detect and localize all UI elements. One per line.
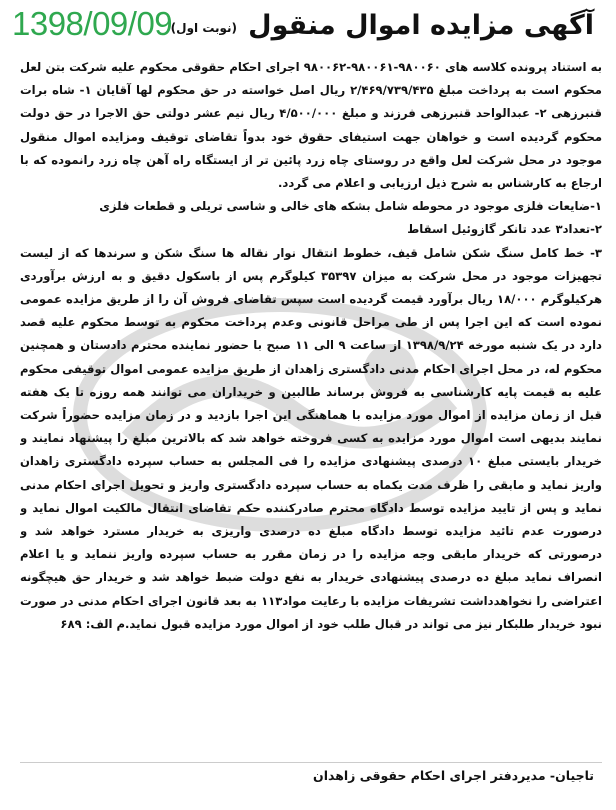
notice-body [20,56,602,756]
notice-round: (نوبت اول) [170,21,238,35]
notice-item-3: ۳- خط کامل سنگ شکن شامل قیف، خطوط انتقال نوار نقاله ها سنگ شکن و سرندها که از لیست تجهیزات موجود در محل شرکت به میزان ۳۵۳۹۷ کیلوگرم پس از باسکول دقیق و به ارزش برآوردی هرکیلوگرم ۱۸/۰۰۰ ریال برآورد قیمت گردیده است سپس تقاضای فروش آن را از طریق مزایده عمومی نموده است که این اجرا پس از طی مراحل قانونی وعدم پرداخت محکوم به توسط محکوم علیه قصد دارد در یک شنبه مورخه ۱۳۹۸/۹/۲۴ از ساعت ۹ الی ۱۱ صبح با حضور نماینده محترم دادستان و همچنین محکوم له، در محل اجرای احکام مدنی دادگستری زاهدان از طریق مزایده عمومی اموال توقیفی محکوم علیه به قیمت پایه کارشناسی به فروش برساند طالبین و خریداران می توانند همه روزه تا یک هفته قبل از زمان مزایده از اموال مورد مزایده با هماهنگی این اجرا بازدید و در زمان مزایده حضوراً شرکت نمایند بدیهی است اموال مورد مزایده به کسی فروخته خواهد شد که بالاترین مبلغ را پیشنهاد نمایند و خریدار بایستی مبلغ ۱۰ درصدی پیشنهادی مزایده را فی المجلس به حساب سپرده دادگستری زاهدان واریز نماید و مابقی را ظرف مدت یکماه به حساب سپرده دادگستری واریز و تحویل اجرای احکام مدنی نماید و پس از تایید مزایده توسط دادگاه محترم صادرکننده حکم تقاضای انتقال مالکیت اموال نماید و درصورت عدم تائید مزایده توسط دادگاه مبلغ ده درصدی واریزی به خریدار مسترد خواهد شد و درصورتی که خریدار مابقی وجه مزایده را در زمان مقرر به حساب سپرده واریز ننماید و یا اعلام انصراف نماید مبلغ ده درصدی پیشنهادی خریدار به نفع دولت ضبط خواهد شد و خریدار حق هیچگونه اعتراضی را نخواهدداشت تشریفات مزایده با رعایت مواد۱۱۳ به بعد قانون اجرای احکام مدنی در صورت نبود خریدار طلبکار نیز می تواند در قبال طلب خود از اموال مورد مزایده قبول نماید.م الف: ۶۸۹ [20,245,602,631]
signature-divider [20,762,602,763]
notice-title: آگهی مزایده اموال منقول [248,10,594,41]
notice-header [171,6,594,46]
notice-signature: تاجیان- مدیردفتر اجرای احکام حقوقی زاهدان [313,768,594,783]
date-stamp: 1398/09/09 [12,5,173,42]
notice-intro-paragraph: به استناد پرونده کلاسه های ۹۸۰۰۶۰-۹۸۰۰۶۱-۹۸۰۰۶۲ اجرای احکام حقوقی محکوم علیه شرکت بتن لعل محکوم است به پرداخت مبلغ ۲/۴۶۹/۷۳۹/۴۳۵ ریال اصل خواسته در حق محکوم لها آقایان ۱- شاه برات قنبرزهی ۲- عبدالواحد قنبرزهی فرزند و مبلغ ۴/۵۰۰/۰۰۰ ریال نیم عشر دولتی حق الاجرا در حق دولت محکوم گردیده است و خواهان جهت استیفای حقوق خود بدواً تقاضای توقیف ومزایده اموال منقول موجود در محل شرکت لعل واقع در روستای چاه زرد پائین تر از ایستگاه راه آهن چاه زرد رانموده که با ارجاع به کارشناس به شرح ذیل ارزیابی و اعلام می گردد. [20,60,602,191]
notice-item-1: ۱-ضایعات فلزی موجود در محوطه شامل بشکه های خالی و شاسی تریلی و قطعات فلزی [99,199,602,214]
notice-item-2: ۲-تعداد۳ عدد تانکر گازوئیل اسقاط [407,222,602,237]
